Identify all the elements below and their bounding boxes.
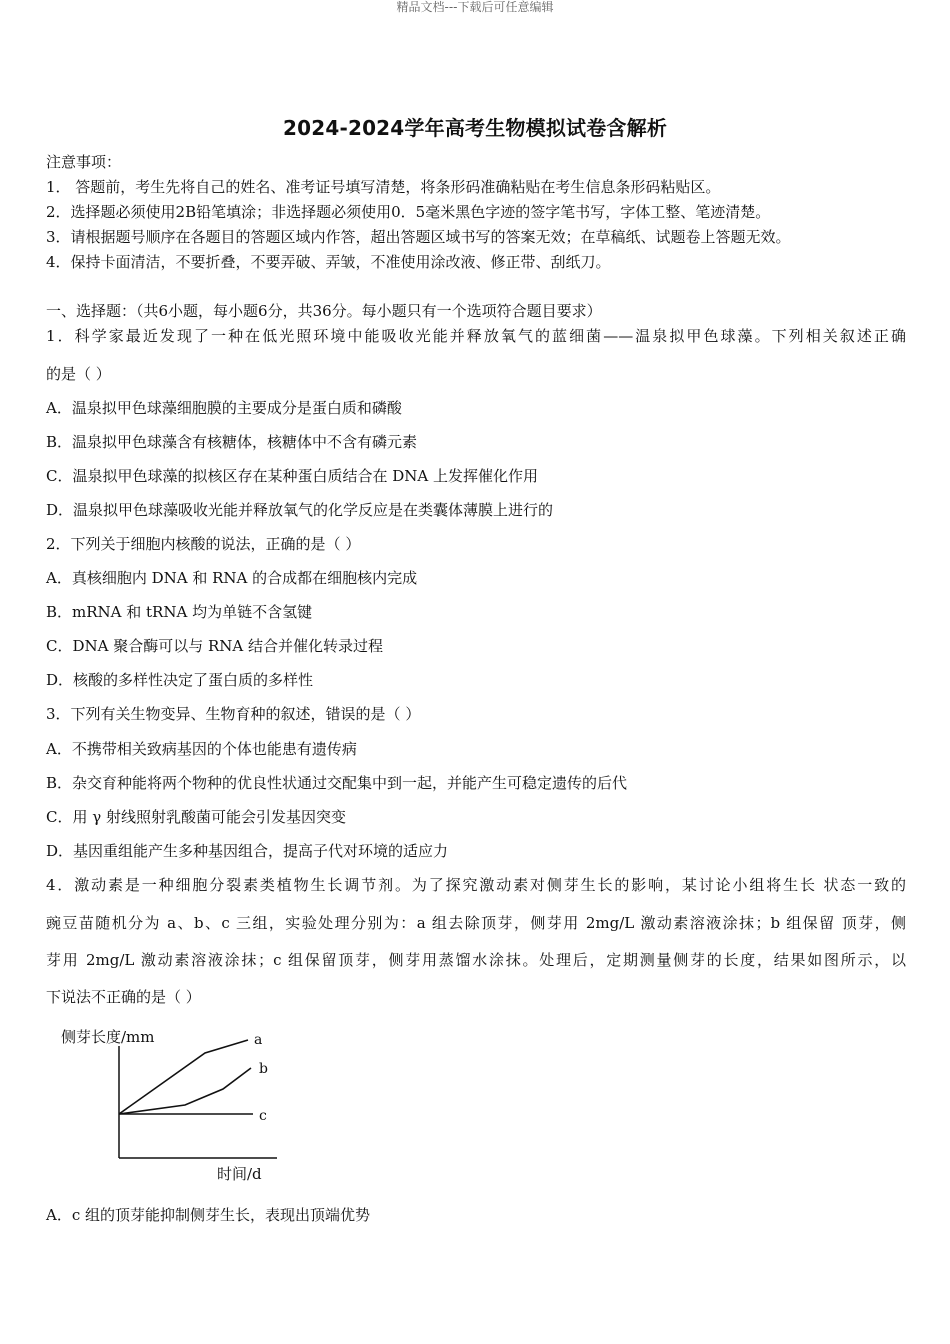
- q2-option-a: A．真核细胞内 DNA 和 RNA 的合成都在细胞核内完成: [46, 569, 418, 587]
- q3-stem: 3．下列有关生物变异、生物育种的叙述，错误的是（ ）: [46, 705, 421, 723]
- series-b-label: b: [259, 1061, 268, 1077]
- note-item-4: 4．保持卡面清洁，不要折叠，不要弄破、弄皱，不准使用涂改液、修正带、刮纸刀。: [46, 253, 611, 271]
- notes-heading: 注意事项：: [46, 153, 122, 171]
- y-axis-label: 侧芽长度/mm: [61, 1028, 155, 1046]
- x-axis-label: 时间/d: [217, 1165, 262, 1183]
- q2-stem: 2．下列关于细胞内核酸的说法，正确的是（ ）: [46, 535, 361, 553]
- series-a-label: a: [254, 1032, 263, 1048]
- q3-option-d: D．基因重组能产生多种基因组合，提高子代对环境的适应力: [46, 842, 449, 860]
- q4-stem-line3: 芽用 2mg/L 激动素溶液涂抹；c 组保留顶芽，侧芽用蒸馏水涂抹。处理后，定期测量侧芽的长度，结果如图所示，以: [46, 951, 906, 969]
- note-item-1: 1． 答题前，考生先将自己的姓名、准考证号填写清楚，将条形码准确粘贴在考生信息条形码粘贴区。: [46, 178, 721, 196]
- section-heading: 一、选择题：（共6小题，每小题6分，共36分。每小题只有一个选项符合题目要求）: [46, 302, 602, 320]
- series-c-label: c: [259, 1108, 267, 1124]
- q4-option-a: A．c 组的顶芽能抑制侧芽生长，表现出顶端优势: [46, 1206, 371, 1224]
- q4-stem-line2: 豌豆苗随机分为 a、b、c 三组，实验处理分别为：a 组去除顶芽，侧芽用 2mg/L 激动素溶液涂抹；b 组保留 顶芽，侧: [46, 914, 906, 932]
- q1-option-c: C．温泉拟甲色球藻的拟核区存在某种蛋白质结合在 DNA 上发挥催化作用: [46, 467, 539, 485]
- series-a-line: [119, 1040, 248, 1114]
- q1-option-b: B．温泉拟甲色球藻含有核糖体，核糖体中不含有磷元素: [46, 433, 418, 451]
- q2-option-d: D．核酸的多样性决定了蛋白质的多样性: [46, 671, 314, 689]
- note-item-2: 2．选择题必须使用2B铅笔填涂；非选择题必须使用0．5毫米黑色字迹的签字笔书写，字体工整、笔迹清楚。: [46, 203, 771, 221]
- q1-stem-line2: 的是（ ）: [46, 365, 111, 383]
- q3-option-a: A．不携带相关致病基因的个体也能患有遗传病: [46, 740, 357, 758]
- q2-option-b: B．mRNA 和 tRNA 均为单链不含氢键: [46, 603, 313, 621]
- note-item-3: 3．请根据题号顺序在各题目的答题区域内作答，超出答题区域书写的答案无效；在草稿纸、试题卷上答题无效。: [46, 228, 791, 246]
- q1-option-d: D．温泉拟甲色球藻吸收光能并释放氧气的化学反应是在类囊体薄膜上进行的: [46, 501, 554, 519]
- q1-stem-line1: 1．科学家最近发现了一种在低光照环境中能吸收光能并释放氧气的蓝细菌——温泉拟甲色球藻。下列相关叙述正确: [46, 327, 906, 345]
- q3-option-c: C．用 γ 射线照射乳酸菌可能会引发基因突变: [46, 808, 346, 826]
- series-b-line: [119, 1068, 251, 1114]
- page-title: 2024-2024学年高考生物模拟试卷含解析: [282, 116, 668, 140]
- q1-option-a: A．温泉拟甲色球藻细胞膜的主要成分是蛋白质和磷酸: [46, 399, 402, 417]
- q4-stem-line1: 4．激动素是一种细胞分裂素类植物生长调节剂。为了探究激动素对侧芽生长的影响，某讨论小组将生长 状态一致的: [46, 876, 906, 894]
- page-header: 精品文档---下载后可任意编辑: [396, 0, 554, 14]
- q3-option-b: B．杂交育种能将两个物种的优良性状通过交配集中到一起，并能产生可稳定遗传的后代: [46, 774, 628, 792]
- q4-stem-line4: 下说法不正确的是（ ）: [46, 988, 201, 1006]
- q2-option-c: C．DNA 聚合酶可以与 RNA 结合并催化转录过程: [46, 637, 384, 655]
- growth-chart: [55, 1022, 295, 1187]
